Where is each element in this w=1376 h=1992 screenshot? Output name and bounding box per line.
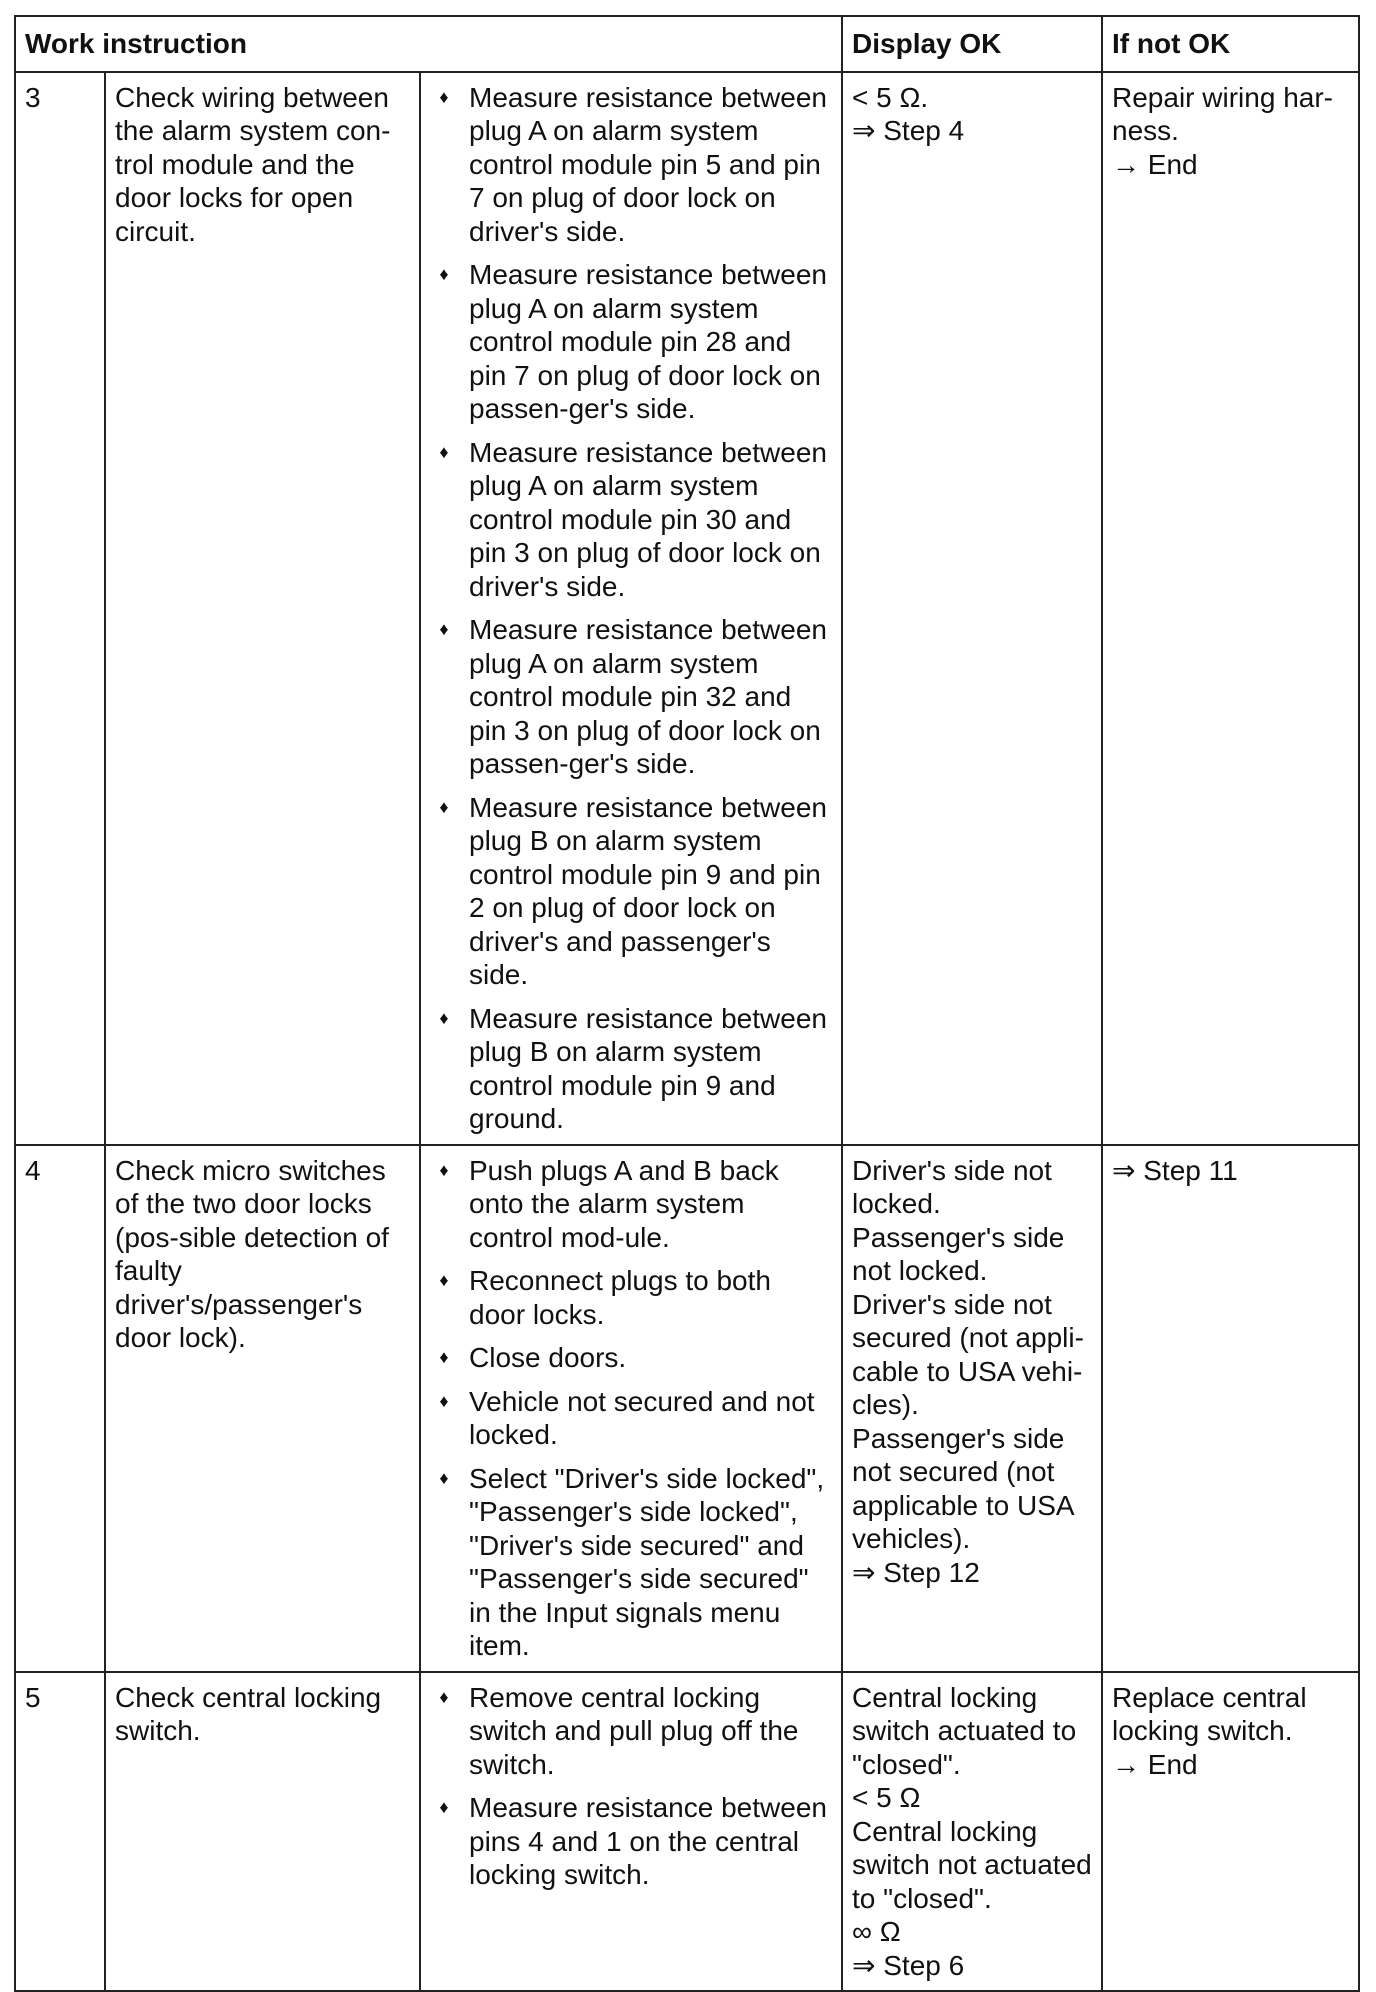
instruction-text: Push plugs A and B back onto the alarm system control mod-ule.	[469, 1154, 779, 1253]
instruction-item	[430, 436, 832, 604]
if-not-ok-line: Repair wiring har-	[1112, 81, 1333, 113]
instruction-text: Reconnect plugs to both door locks.	[469, 1265, 771, 1330]
instruction-item	[430, 1462, 832, 1663]
display-ok-cell	[842, 72, 1102, 1145]
diamond-bullet-icon: ♦	[439, 1686, 449, 1707]
instruction-text: Vehicle not secured and not locked.	[469, 1385, 815, 1450]
step-number: 3	[15, 72, 105, 1145]
if-not-ok-cell	[1102, 1672, 1359, 1992]
instruction-item	[430, 1264, 832, 1331]
diamond-bullet-icon: ♦	[439, 619, 449, 639]
diamond-bullet-icon: ♦	[439, 86, 449, 107]
diamond-bullet-icon: ♦	[439, 441, 449, 462]
instruction-item	[430, 1791, 832, 1892]
display-ok-line: Driver's side not locked.	[852, 1154, 1052, 1219]
diamond-bullet-icon: ♦	[439, 1347, 449, 1367]
check-description: Check central locking switch.	[105, 1672, 420, 1992]
header-if-not-ok: If not OK	[1102, 16, 1359, 72]
diamond-bullet-icon: ♦	[439, 1270, 449, 1290]
instruction-text: Measure resistance between plug A on alarm system control module pin 30 and pin 3 on plug of door lock on driver's side.	[469, 436, 827, 602]
instruction-text: Measure resistance between plug A on alarm system control module pin 28 and pin 7 on plug of door lock on passen-ger's side.	[469, 259, 827, 424]
diamond-bullet-icon: ♦	[439, 1467, 449, 1488]
display-ok-line: ∞ Ω	[852, 1916, 901, 1947]
table-row	[15, 1672, 1359, 1992]
display-ok-line: ⇒ Step 6	[852, 1949, 965, 1981]
header-display-ok: Display OK	[842, 16, 1102, 72]
instruction-cell	[420, 1145, 842, 1672]
if-not-ok-line: ness.	[1112, 115, 1179, 146]
step-number: 4	[15, 1145, 105, 1672]
display-ok-line: < 5 Ω.	[852, 81, 929, 113]
if-not-ok-line: → End	[1112, 148, 1198, 180]
instruction-item	[430, 1341, 832, 1375]
display-ok-line: ⇒ Step 12	[852, 1556, 980, 1588]
instruction-item	[430, 1385, 832, 1452]
instruction-text: Close doors.	[469, 1342, 627, 1373]
check-description: Check micro switches of the two door locks (pos-sible detection of faulty driver's/passenger's door lock).	[105, 1145, 420, 1672]
work-instruction-table	[14, 15, 1360, 1992]
diamond-bullet-icon: ♦	[439, 1797, 449, 1817]
if-not-ok-cell	[1102, 72, 1359, 1145]
if-not-ok-cell	[1102, 1145, 1359, 1672]
diamond-bullet-icon: ♦	[439, 264, 449, 284]
if-not-ok-line: → End	[1112, 1748, 1198, 1780]
instruction-item	[430, 613, 832, 781]
check-description: Check wiring between the alarm system con-trol module and the door locks for open circuit.	[105, 72, 420, 1145]
diamond-bullet-icon: ♦	[439, 1007, 449, 1028]
diamond-bullet-icon: ♦	[439, 1390, 449, 1411]
display-ok-line: < 5 Ω	[852, 1782, 921, 1813]
instruction-list	[430, 81, 832, 1136]
display-ok-cell	[842, 1672, 1102, 1992]
display-ok-line: Driver's side not secured (not appli-cable to USA vehi-cles).	[852, 1288, 1084, 1420]
display-ok-line: Central locking switch not actuated to "closed".	[852, 1815, 1092, 1914]
if-not-ok-line: Replace central locking switch.	[1112, 1681, 1307, 1746]
header-work-instruction: Work instruction	[15, 16, 842, 72]
instruction-list	[430, 1681, 832, 1892]
instruction-item	[430, 258, 832, 426]
instruction-item	[430, 1681, 832, 1782]
step-number: 5	[15, 1672, 105, 1992]
diamond-bullet-icon: ♦	[439, 796, 449, 817]
instruction-list	[430, 1154, 832, 1663]
display-ok-line: Passenger's side not secured (not applicable to USA vehicles).	[852, 1422, 1074, 1554]
instruction-item	[430, 791, 832, 992]
instruction-text: Measure resistance between plug A on alarm system control module pin 32 and pin 3 on plug of door lock on passen-ger's side.	[469, 614, 827, 779]
diamond-bullet-icon: ♦	[439, 1159, 449, 1180]
display-ok-line: Passenger's side not locked.	[852, 1221, 1065, 1286]
instruction-item	[430, 81, 832, 249]
table-row	[15, 72, 1359, 1145]
table-header-row	[15, 16, 1359, 72]
if-not-ok-line: ⇒ Step 11	[1112, 1154, 1238, 1186]
table-row	[15, 1145, 1359, 1672]
display-ok-line: ⇒ Step 4	[852, 115, 965, 146]
display-ok-line: Central locking switch actuated to "closed".	[852, 1681, 1077, 1780]
instruction-text: Select "Driver's side locked", "Passenger's side locked", "Driver's side secured" and "Passenger's side secured" in the Input signals menu item.	[469, 1462, 825, 1661]
instruction-item	[430, 1002, 832, 1136]
display-ok-cell	[842, 1145, 1102, 1672]
instruction-text: Measure resistance between plug A on alarm system control module pin 5 and pin 7 on plug of door lock on driver's side.	[469, 81, 827, 247]
instruction-text: Measure resistance between plug B on alarm system control module pin 9 and pin 2 on plug of door lock on driver's and passenger's side.	[469, 791, 827, 990]
instruction-cell	[420, 72, 842, 1145]
table-body	[15, 72, 1359, 1992]
instruction-text: Measure resistance between plug B on alarm system control module pin 9 and ground.	[469, 1002, 827, 1134]
instruction-cell	[420, 1672, 842, 1992]
instruction-item	[430, 1154, 832, 1255]
instruction-text: Remove central locking switch and pull plug off the switch.	[469, 1681, 799, 1780]
instruction-text: Measure resistance between pins 4 and 1 on the central locking switch.	[469, 1792, 827, 1890]
